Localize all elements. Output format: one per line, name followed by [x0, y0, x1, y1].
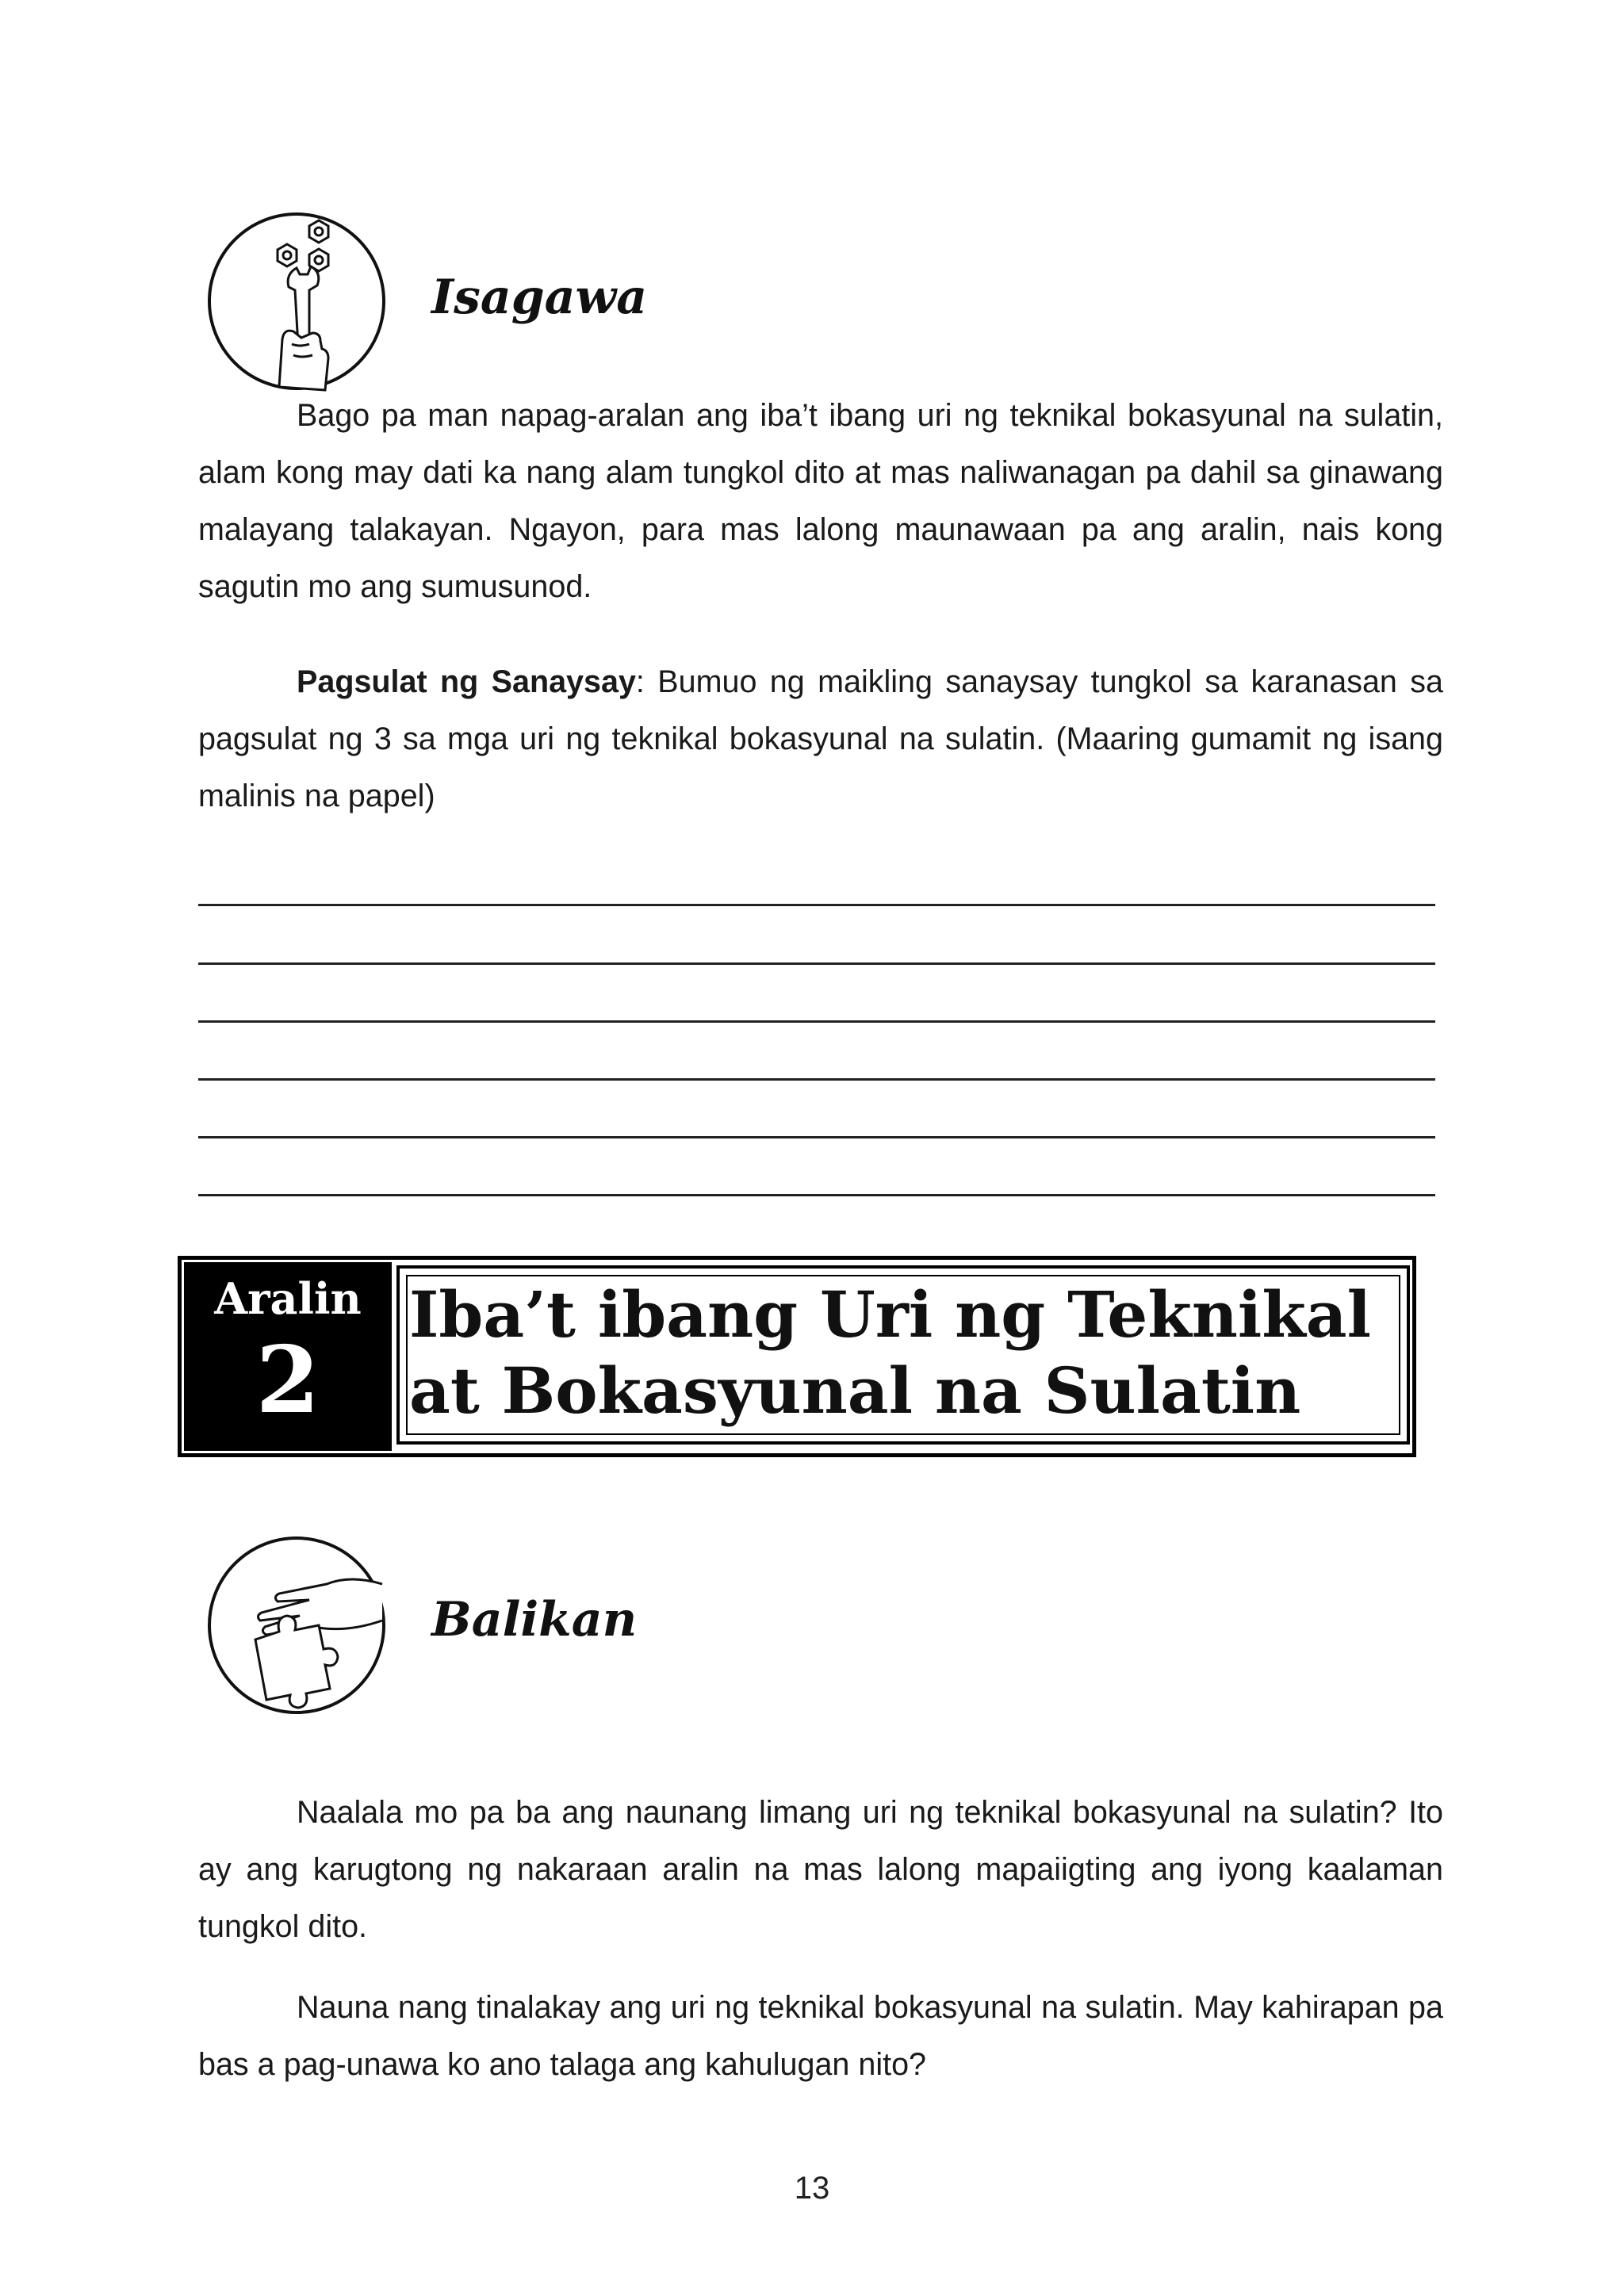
lesson-title-line-1: Iba’t ibang Uri ng Teknikal: [409, 1277, 1371, 1352]
answer-line-5[interactable]: [198, 1136, 1435, 1138]
page-number: 13: [794, 2171, 830, 2206]
lesson-title: [409, 1276, 1371, 1429]
answer-line-6[interactable]: [198, 1194, 1435, 1196]
answer-line-1[interactable]: [198, 904, 1435, 906]
section-title-isagawa: Isagawa: [431, 270, 648, 325]
essay-task-text: : Bumuo ng maikling sanaysay tungkol sa karanasan sa pagsulat ng 3 sa mga uri ng teknikal bokasyunal na sulatin. (Maaring gumamit ng isang malinis na papel): [198, 664, 1443, 813]
essay-task-label: Pagsulat ng Sanaysay: [297, 664, 636, 699]
hand-holding-puzzle-piece-icon: [200, 1529, 390, 1719]
lesson-title-box: [396, 1265, 1410, 1445]
answer-line-4[interactable]: [198, 1078, 1435, 1081]
lesson-number-box: [184, 1262, 392, 1451]
wrench-and-nuts-icon: [200, 205, 390, 395]
balikan-paragraph-1: Naalala mo pa ba ang naunang limang uri ng teknikal bokasyunal na sulatin? Ito ay ang karugtong ng nakaraan aralin na mas lalong mapaiigting ang iyong kaalaman tungkol dito.: [198, 1795, 1443, 1944]
essay-task-paragraph: [198, 653, 1443, 825]
answer-line-2[interactable]: [198, 962, 1435, 965]
lesson-title-line-2: at Bokasyunal na Sulatin: [409, 1353, 1301, 1428]
balikan-paragraph-2: Nauna nang tinalakay ang uri ng teknikal bokasyunal na sulatin. May kahirapan pa bas a pag-unawa ko ano talaga ang kahulugan nito?: [198, 1990, 1443, 2082]
lesson-word: Aralin: [214, 1273, 362, 1324]
isagawa-paragraph: Bago pa man napag-aralan ang iba’t ibang uri ng teknikal bokasyunal na sulatin, alam kong may dati ka nang alam tungkol dito at mas naliwanagan pa dahil sa ginawang malayang talakayan. Ngayon, para mas lalong maunawaan pa ang aralin, nais kong sagutin mo ang sumusunod.: [198, 398, 1443, 604]
lesson-number: 2: [255, 1326, 320, 1434]
answer-line-3[interactable]: [198, 1020, 1435, 1023]
section-title-balikan: Balikan: [431, 1592, 638, 1647]
